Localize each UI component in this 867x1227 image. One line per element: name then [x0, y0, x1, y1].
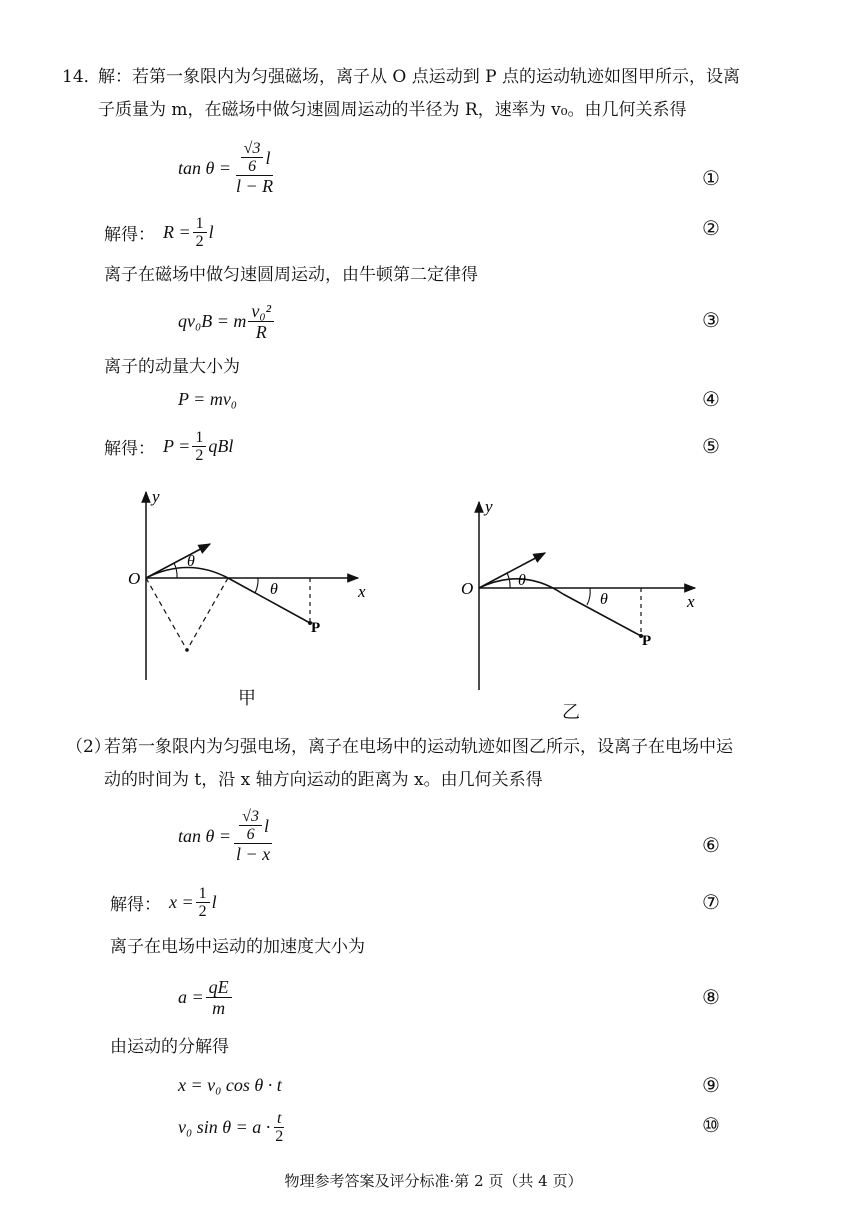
solve-7	[110, 880, 217, 924]
eq8-num: qE	[206, 977, 232, 998]
solve2-num: 1	[193, 215, 207, 233]
figure-b-caption: 乙	[562, 702, 580, 723]
eq3-den: R	[255, 321, 267, 342]
part2-label: （2）	[66, 737, 111, 757]
equation-marker-4: ④	[702, 387, 720, 411]
equation-10	[178, 1104, 288, 1150]
eq3-num: v₀²	[248, 301, 274, 322]
solve7-num: 1	[196, 885, 210, 903]
figure-b-origin-label: O	[461, 579, 474, 598]
figure-b-angle-arc-1	[507, 573, 510, 588]
figure-a-caption: 甲	[238, 688, 256, 709]
solve2-den: 2	[195, 232, 204, 250]
figure-a-theta-1: θ	[187, 553, 195, 570]
eq6-fraction	[233, 808, 273, 864]
equation-9: x = v₀ cos θ · t	[178, 1075, 282, 1095]
figure-a-radius-right	[187, 578, 228, 650]
eq10-den: 2	[275, 1127, 284, 1145]
figure-b-theta-2: θ	[600, 591, 608, 608]
figure-b-theta-1: θ	[518, 572, 526, 589]
figure-a-y-label: y	[152, 487, 160, 506]
q14-intro-line1: 解：若第一象限内为匀强磁场，离子从 O 点运动到 P 点的运动轨迹如图甲所示，设离	[98, 67, 740, 87]
solve2-lhs: R =	[163, 221, 191, 242]
eq1-num-tail: l	[265, 147, 271, 168]
solve5-lhs: P =	[163, 435, 191, 456]
solve5-tail: qBl	[208, 435, 234, 456]
figure-a-p-label: P	[311, 620, 321, 636]
text-momentum: 离子的动量大小为	[104, 357, 240, 377]
solve2-prefix: 解得：	[104, 224, 155, 245]
text-newton: 离子在磁场中做匀速圆周运动，由牛顿第二定律得	[104, 265, 478, 285]
solve7-lhs: x =	[169, 891, 194, 912]
equation-marker-5: ⑤	[702, 434, 720, 458]
figure-a-angle-arc-1	[174, 563, 177, 578]
equation-marker-9: ⑨	[702, 1073, 720, 1097]
eq3-lhs: qv₀B = m	[178, 310, 247, 331]
equation-marker-8: ⑧	[702, 985, 720, 1009]
figure-a-origin-label: O	[128, 569, 141, 588]
eq1-denominator: l − R	[236, 176, 274, 196]
figure-a-x-label: x	[358, 582, 366, 601]
eq1-inner-fraction	[241, 140, 264, 175]
solve-2	[104, 210, 214, 254]
equation-marker-7: ⑦	[702, 890, 720, 914]
eq1-lhs: tan θ =	[178, 157, 231, 178]
eq1-fraction	[233, 140, 276, 196]
eq8-lhs: a =	[178, 986, 204, 1007]
solve5-prefix: 解得：	[104, 438, 155, 459]
equation-3	[178, 296, 276, 346]
equation-marker-6: ⑥	[702, 833, 720, 857]
figure-a	[110, 480, 390, 710]
figure-a-angle-arc-2	[255, 578, 258, 593]
text-decomp: 由运动的分解得	[110, 1037, 229, 1057]
equation-marker-2: ②	[702, 216, 720, 240]
question-number: 14．	[62, 67, 101, 87]
equation-marker-10: ⑩	[702, 1113, 720, 1137]
text-accel: 离子在电场中运动的加速度大小为	[110, 937, 365, 957]
part2-intro-line1: 若第一象限内为匀强电场，离子在电场中的运动轨迹如图乙所示，设离子在电场中运	[104, 737, 733, 757]
eq8-den: m	[212, 997, 226, 1018]
eq6-inner-fraction	[239, 808, 262, 843]
solve-5	[104, 424, 233, 468]
eq6-denominator: l − x	[236, 844, 271, 864]
eq6-inner-den: 6	[246, 826, 255, 843]
solve2-tail: l	[208, 221, 214, 242]
figure-b-x-label: x	[687, 592, 695, 611]
eq10-num: t	[274, 1110, 284, 1128]
eq6-num-tail: l	[263, 815, 269, 836]
solve5-den: 2	[195, 446, 204, 464]
figure-a-radius-left	[146, 578, 187, 650]
eq1-inner-den: 6	[248, 158, 257, 175]
equation-marker-1: ①	[702, 166, 720, 190]
eq6-lhs: tan θ =	[178, 825, 231, 846]
figure-a-straight-trajectory	[228, 578, 310, 623]
figure-b	[445, 490, 725, 700]
figure-b-p-label: P	[642, 633, 652, 649]
eq10-lhs: v₀ sin θ = a ·	[178, 1116, 271, 1137]
eq6-root: √3	[239, 808, 262, 826]
page-footer: 物理参考答案及评分标准·第 2 页（共 4 页）	[284, 1172, 583, 1190]
figure-b-velocity-arrow	[479, 553, 545, 588]
solve7-prefix: 解得：	[110, 894, 161, 915]
part2-intro-line2: 动的时间为 t，沿 x 轴方向运动的距离为 x。由几何关系得	[104, 770, 543, 790]
figure-b-y-label: y	[485, 497, 493, 516]
equation-8	[178, 972, 234, 1022]
figure-a-theta-2: θ	[270, 581, 278, 598]
equation-marker-3: ③	[702, 308, 720, 332]
figure-a-center-dot	[185, 648, 189, 652]
solve7-tail: l	[211, 891, 217, 912]
equation-6	[178, 798, 275, 874]
solve5-num: 1	[192, 429, 206, 447]
q14-intro-line2: 子质量为 m，在磁场中做匀速圆周运动的半径为 R，速率为 v₀。由几何关系得	[98, 100, 687, 120]
equation-4: P = mv₀	[178, 389, 238, 409]
equation-1	[178, 130, 278, 206]
solve7-den: 2	[198, 902, 207, 920]
eq1-root: √3	[241, 140, 264, 158]
figure-b-angle-arc-2	[587, 588, 590, 605]
